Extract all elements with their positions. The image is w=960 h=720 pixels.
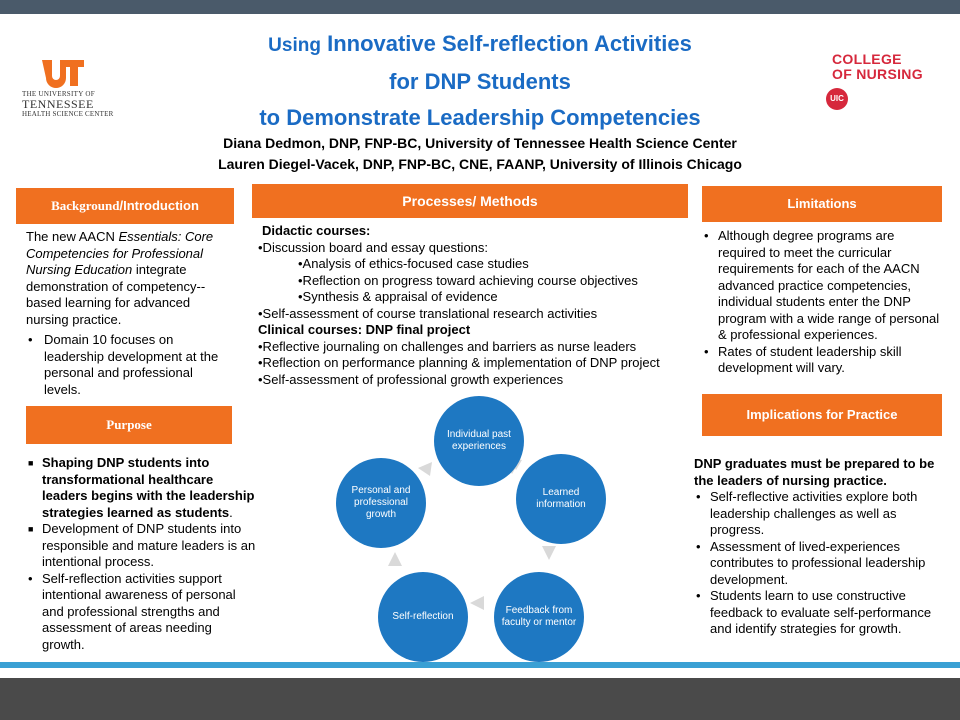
purpose-bullet-2 bbox=[26, 521, 256, 571]
methods-header: Processes/ Methods bbox=[252, 184, 688, 218]
clinical-item-1: •Reflective journaling on challenges and barriers as nurse leaders bbox=[258, 338, 637, 354]
implications-bullet-1 bbox=[694, 489, 944, 539]
bullet-icon: • bbox=[696, 538, 701, 554]
background-header-part1: Background bbox=[51, 198, 120, 213]
purpose-section bbox=[26, 455, 256, 653]
didactic-item-1: •Discussion board and essay questions: bbox=[258, 239, 489, 255]
title-line1: Innovative Self-reflection Activities bbox=[327, 31, 692, 56]
sub-item-3: •Synthesis & appraisal of evidence bbox=[298, 289, 498, 304]
bullet-icon: • bbox=[696, 588, 701, 603]
ut-logo-mark bbox=[40, 58, 86, 88]
implications-lead-text: DNP graduates must be prepared to be the leaders of nursing practice. bbox=[694, 456, 935, 488]
cycle-node-growth: Personal and professional growth bbox=[336, 458, 426, 548]
implications-bullet-1-text: Self-reflective activities explore both leadership challenges as well as progress. bbox=[710, 489, 918, 537]
arrow-2-icon bbox=[542, 546, 556, 560]
sub-item-1: •Analysis of ethics-focused case studies bbox=[298, 256, 529, 271]
ut-logo-line3: HEALTH SCIENCE CENTER bbox=[22, 110, 114, 118]
purpose-bullet-1-text: Shaping DNP students into transformational healthcare leaders begins with the leadership strategies learned as students bbox=[42, 455, 255, 520]
uic-logo-line2: OF NURSING bbox=[832, 66, 923, 82]
arrow-5-icon bbox=[418, 462, 432, 476]
didactic-heading-text: Didactic courses: bbox=[262, 223, 371, 238]
arrow-3-icon bbox=[470, 596, 484, 610]
clinical-item-2: •Reflection on performance planning & implementation of DNP project bbox=[258, 355, 660, 370]
background-text-b: integrate demonstration of competency--based learning for advanced nursing practice. bbox=[26, 262, 206, 327]
uic-logo bbox=[826, 50, 946, 110]
clinical-heading-text: Clinical courses: DNP final project bbox=[258, 322, 471, 337]
ut-logo bbox=[18, 58, 118, 120]
methods-section bbox=[258, 223, 688, 388]
background-text-a: The new AACN bbox=[26, 229, 119, 244]
title-line3: to Demonstrate Leadership Competencies bbox=[259, 105, 701, 130]
cycle-node-self-reflection: Self-reflection bbox=[378, 572, 468, 662]
author-2: Lauren Diegel-Vacek, DNP, FNP-BC, CNE, FAANP, University of Illinois Chicago bbox=[218, 156, 742, 172]
limitations-bullet-1 bbox=[702, 228, 942, 344]
limitations-bullet-1-text: Although degree programs are required to meet the curricular requirements for each of the AACN advanced practice competencies, individual students enter the DNP program with a wide range of personal & professional experiences. bbox=[718, 228, 940, 342]
uic-logo-line1: COLLEGE bbox=[832, 51, 902, 67]
implications-bullet-2 bbox=[694, 539, 944, 589]
cycle-node-past-experiences: Individual past experiences bbox=[434, 396, 524, 486]
ut-logo-line1: THE UNIVERSITY OF bbox=[22, 90, 95, 98]
purpose-bullet-2-text: Development of DNP students into responsible and mature leaders is an intentional process. bbox=[42, 521, 256, 569]
implications-bullet-2-text: Assessment of lived-experiences contributes to professional leadership development. bbox=[710, 538, 926, 587]
background-header bbox=[16, 188, 234, 224]
authors bbox=[160, 133, 800, 175]
limitations-bullet-2-text: Rates of student leadership skill development will vary. bbox=[718, 343, 902, 375]
clinical-heading bbox=[258, 322, 688, 339]
purpose-header bbox=[26, 406, 232, 444]
background-text-italic: Essentials: Core Competencies for Professional Nursing Education bbox=[26, 229, 214, 277]
purpose-bullet-1 bbox=[26, 455, 256, 521]
ut-logo-line2: TENNESSEE bbox=[22, 97, 94, 111]
limitations-bullet-2 bbox=[702, 344, 942, 377]
bottom-gap bbox=[0, 668, 960, 678]
arrow-4-icon bbox=[388, 552, 402, 566]
implications-bullet-3-text: Students learn to use constructive feedback to evaluate self-performance and identify strategies for growth. bbox=[710, 588, 932, 636]
sub-item-2: •Reflection on progress toward achieving course objectives bbox=[298, 272, 638, 288]
implications-header: Implications for Practice bbox=[702, 394, 942, 436]
background-paragraph bbox=[26, 229, 231, 328]
title-prefix: Using bbox=[268, 35, 321, 56]
purpose-header-label: Purpose bbox=[106, 417, 152, 432]
purpose-bullet-3 bbox=[26, 571, 256, 654]
background-bullet: • Domain 10 focuses on leadership development at the personal and professional levels. bbox=[26, 332, 231, 398]
background-header-part2: /Introduction bbox=[119, 198, 199, 213]
author-1: Diana Dedmon, DNP, FNP-BC, University of Tennessee Health Science Center bbox=[223, 135, 737, 151]
didactic-heading bbox=[258, 223, 688, 240]
clinical-item-3: •Self-assessment of professional growth experiences bbox=[258, 371, 564, 387]
poster-title bbox=[180, 26, 780, 136]
square-bullet-icon: ■ bbox=[28, 458, 34, 468]
implications-lead bbox=[694, 456, 944, 489]
implications-section bbox=[694, 456, 944, 638]
college-of-nursing-text bbox=[832, 52, 923, 82]
reflection-cycle-diagram bbox=[336, 396, 606, 662]
didactic-item-2: •Self-assessment of course translational research activities bbox=[258, 305, 598, 321]
background-section bbox=[26, 229, 231, 398]
cycle-node-feedback: Feedback from faculty or mentor bbox=[494, 572, 584, 662]
bullet-icon: • bbox=[696, 489, 701, 504]
title-line2: for DNP Students bbox=[389, 69, 571, 94]
square-bullet-icon: ■ bbox=[28, 524, 34, 534]
bottom-bar bbox=[0, 678, 960, 720]
implications-bullet-3 bbox=[694, 588, 944, 638]
bullet-icon: • bbox=[704, 228, 709, 243]
limitations-section bbox=[702, 228, 942, 377]
bullet-icon: • bbox=[704, 343, 709, 359]
top-bar bbox=[0, 0, 960, 14]
cycle-node-learned-information: Learned information bbox=[516, 454, 606, 544]
bullet-icon: • bbox=[28, 570, 33, 586]
purpose-bullet-1-tail: . bbox=[229, 504, 233, 520]
background-list bbox=[26, 332, 231, 398]
uic-badge: UIC bbox=[826, 88, 848, 110]
purpose-bullet-3-text: Self-reflection activities support intentional awareness of personal and professional strengths and assessment of areas needing growth. bbox=[42, 570, 236, 652]
limitations-header: Limitations bbox=[702, 186, 942, 222]
